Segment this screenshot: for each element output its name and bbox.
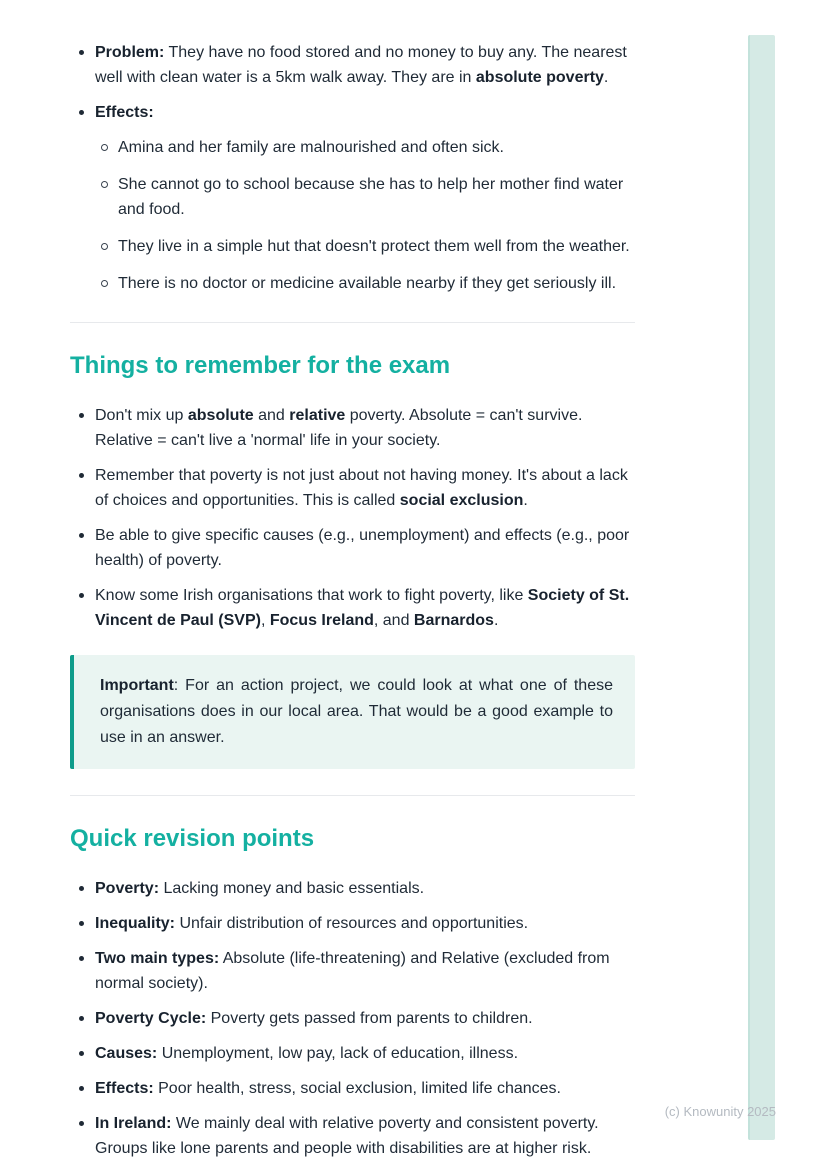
text-run: Be able to give specific causes (e.g., unemployment) and effects (e.g., poor health) of poverty. [95,527,630,569]
list-item [70,403,635,453]
bullet-list [70,876,635,1161]
text-run: We mainly deal with relative poverty and consistent poverty. Groups like lone parents and people with disabilities are at higher risk. [95,1115,599,1157]
text-run: : For an action project, we could look at what one of these organisations does in our local area. That would be a good example to use in an answer. [100,677,613,746]
bold-text: Focus Ireland [269,612,374,629]
section-divider [70,322,635,323]
bold-text: relative [289,407,346,424]
list-item-text [95,523,635,573]
bold-text: Inequality: [95,915,176,932]
section-heading: Things to remember for the exam [70,352,451,379]
list-item-text [95,1111,635,1161]
bold-text: social exclusion [399,492,524,509]
text-run: and [253,407,290,424]
list-item [70,1076,635,1101]
text-run: poverty. Absolute = can't survive. Relative = can't live a 'normal' life in your society. [95,407,583,449]
text-run: Absolute (life-threatening) and Relative (excluded from normal society). [95,950,610,992]
list-item-text [95,463,635,513]
important-callout [70,655,635,769]
bold-text: Poverty Cycle: [95,1010,207,1027]
bold-text: Two main types: [95,950,220,967]
sub-list-item [95,234,635,259]
text-run: Remember that poverty is not just about not having money. It's about a lack of choices and opportunities. This is called [95,467,628,509]
sub-list-item-text [118,172,635,222]
list-item-text [95,100,635,125]
text-run: Poverty gets passed from parents to children. [206,1010,533,1027]
sub-list-item-text [118,234,635,259]
scrollbar-track[interactable] [748,35,775,1140]
list-item-text [95,911,635,936]
text-run: Unemployment, low pay, lack of education, illness. [157,1045,519,1062]
list-item-text [95,40,635,90]
list-item [70,1041,635,1066]
sub-list-item [95,271,635,296]
bold-text: Causes: [95,1045,158,1062]
text-run: They have no food stored and no money to buy any. The nearest well with clean water is a 5km walk away. They are in [95,44,627,86]
bold-text: Effects: [95,104,154,121]
text-run: Amina and her family are malnourished and often sick. [118,139,504,156]
list-item-text [95,1006,635,1031]
list-item-text [95,1076,635,1101]
bold-text: Effects: [95,1080,154,1097]
sub-list-item [95,135,635,160]
text-run: . [493,612,499,629]
list-item [70,100,635,296]
list-item [70,40,635,90]
text-run: . [523,492,528,509]
text-run: , and [373,612,414,629]
text-run: Know some Irish organisations that work to fight poverty, like [95,587,528,604]
bold-text: Society of St. Vincent de Paul (SVP) [95,587,630,629]
copyright-watermark: (c) Knowunity 2025 [664,1104,776,1119]
list-item [70,463,635,513]
document-content [70,40,635,1171]
bold-text: Important [100,677,174,694]
list-item [70,946,635,996]
bullet-list [70,40,635,296]
text-run: Unfair distribution of resources and opportunities. [175,915,529,932]
list-item-text [95,583,635,633]
bold-text: absolute [187,407,254,424]
text-run: She cannot go to school because she has to help her mother find water and food. [118,176,624,218]
list-item-text [95,403,635,453]
text-run: , [260,612,270,629]
list-item-text [95,946,635,996]
text-run: Lacking money and basic essentials. [159,880,425,897]
list-item [70,911,635,936]
section-heading: Quick revision points [70,825,315,852]
sub-bullet-list [95,135,635,296]
sub-list-item-text [118,135,635,160]
sub-list-item [95,172,635,222]
text-run: Don't mix up [95,407,188,424]
bullet-list [70,403,635,633]
list-item [70,1006,635,1031]
list-item [70,876,635,901]
text-run: . [603,69,609,86]
bold-text: Poverty: [95,880,160,897]
list-item [70,523,635,573]
section-divider [70,795,635,796]
list-item-text [95,876,635,901]
bold-text: absolute poverty [475,69,604,86]
callout-text [100,673,613,751]
bold-text: In Ireland: [95,1115,172,1132]
text-run: They live in a simple hut that doesn't protect them well from the weather. [118,238,630,255]
text-run: Poor health, stress, social exclusion, limited life chances. [153,1080,561,1097]
sub-list-item-text [118,271,635,296]
list-item-text [95,1041,635,1066]
list-item [70,1111,635,1161]
bold-text: Problem: [95,44,165,61]
text-run: There is no doctor or medicine available nearby if they get seriously ill. [118,275,617,292]
bold-text: Barnardos [413,612,494,629]
list-item [70,583,635,633]
